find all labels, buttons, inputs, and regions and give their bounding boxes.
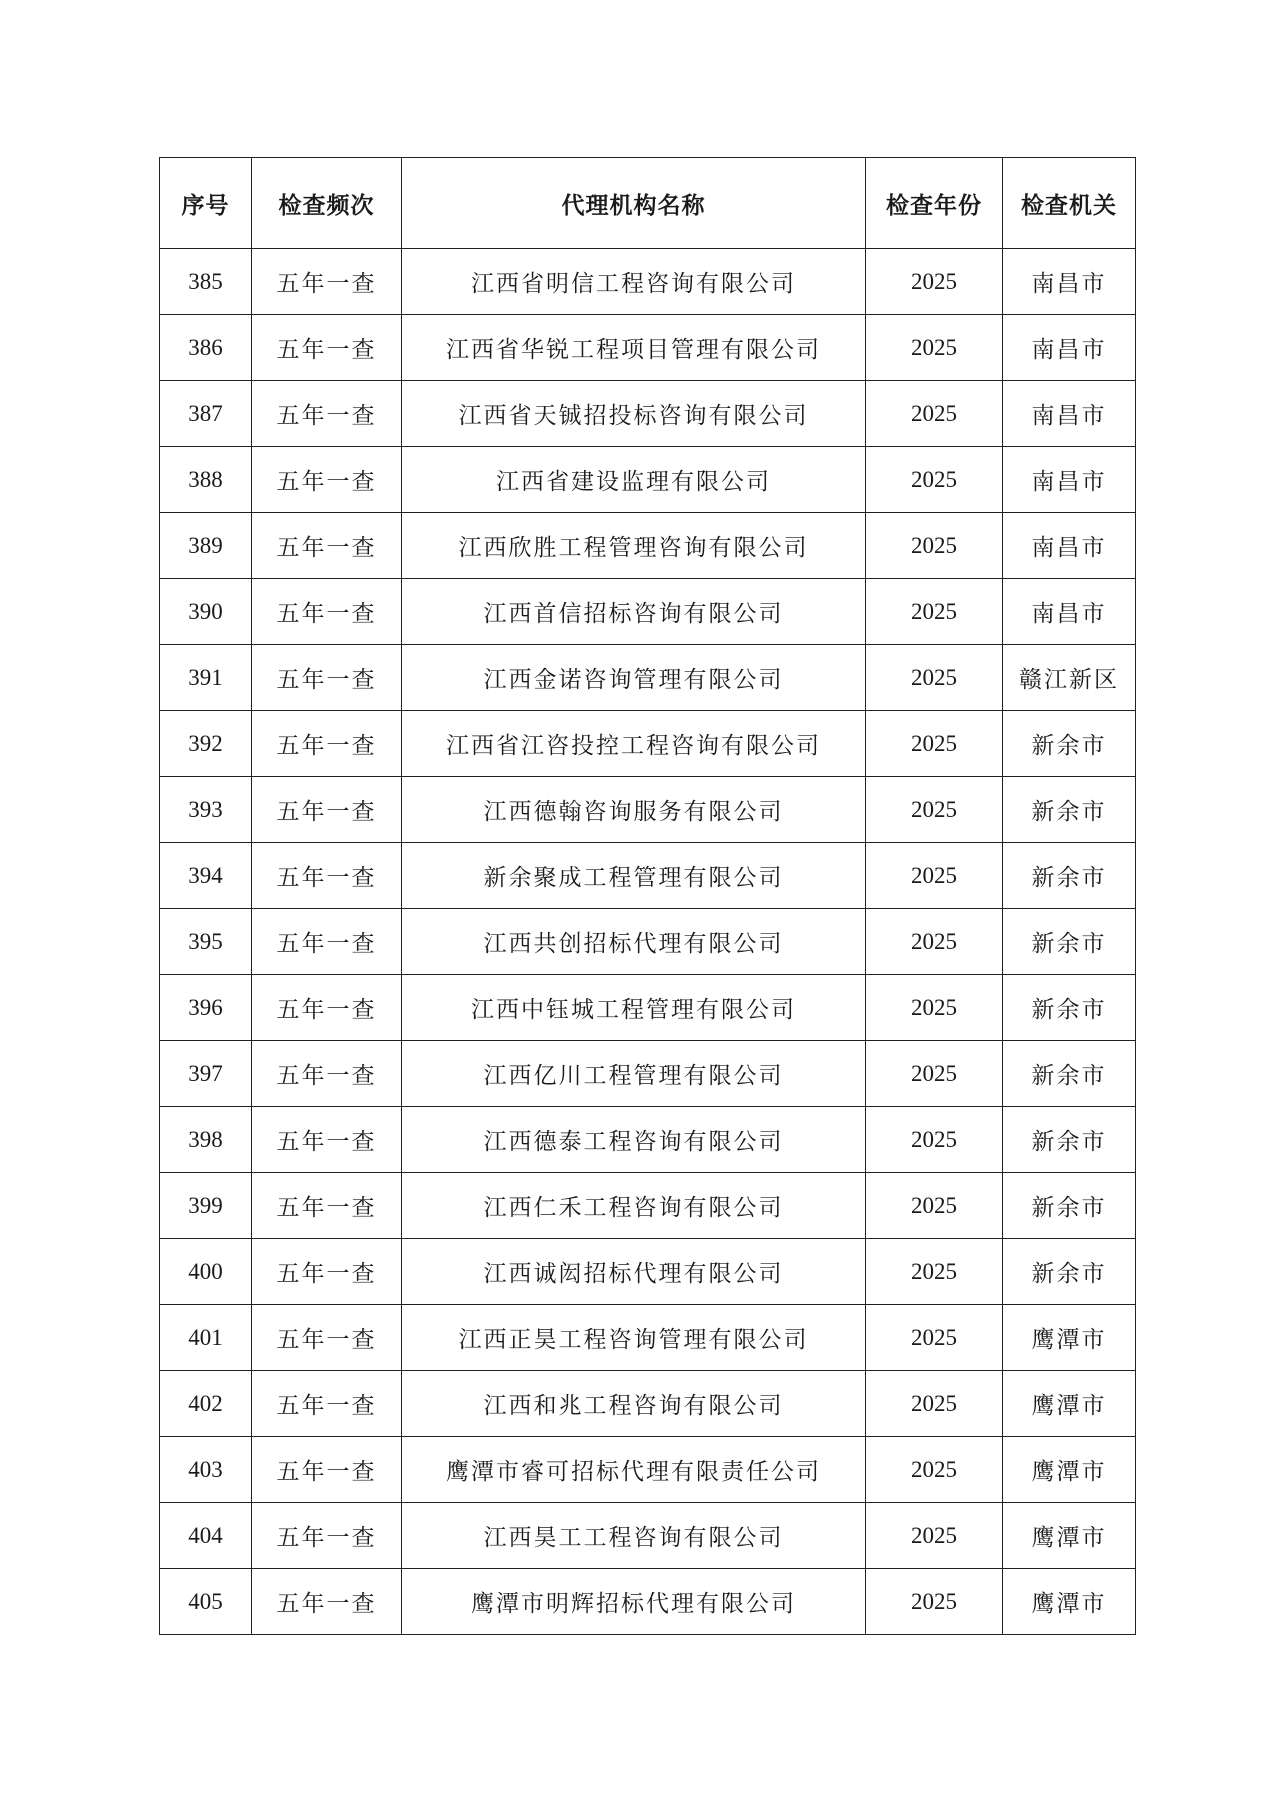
- cell-inspection-year: 2025: [866, 1173, 1003, 1239]
- cell-serial-number: 385: [160, 249, 252, 315]
- cell-inspection-authority: 新余市: [1003, 909, 1136, 975]
- cell-serial-number: 393: [160, 777, 252, 843]
- cell-inspection-frequency: 五年一查: [252, 579, 402, 645]
- cell-inspection-frequency: 五年一查: [252, 645, 402, 711]
- cell-inspection-year: 2025: [866, 1437, 1003, 1503]
- table-row: [160, 513, 1136, 579]
- cell-inspection-authority: 新余市: [1003, 1173, 1136, 1239]
- cell-inspection-frequency: 五年一查: [252, 1239, 402, 1305]
- header-inspection-authority: 检查机关: [1003, 158, 1136, 249]
- cell-agency-name: 江西首信招标咨询有限公司: [402, 579, 866, 645]
- cell-inspection-authority: 新余市: [1003, 1107, 1136, 1173]
- header-serial-number: 序号: [160, 158, 252, 249]
- cell-inspection-frequency: 五年一查: [252, 1503, 402, 1569]
- inspection-table: [159, 157, 1136, 1635]
- cell-inspection-authority: 鹰潭市: [1003, 1371, 1136, 1437]
- cell-agency-name: 江西共创招标代理有限公司: [402, 909, 866, 975]
- table-row: [160, 1107, 1136, 1173]
- cell-agency-name: 江西昊工工程咨询有限公司: [402, 1503, 866, 1569]
- cell-inspection-year: 2025: [866, 909, 1003, 975]
- cell-inspection-authority: 南昌市: [1003, 447, 1136, 513]
- cell-inspection-frequency: 五年一查: [252, 1041, 402, 1107]
- cell-inspection-authority: 南昌市: [1003, 381, 1136, 447]
- cell-agency-name: 江西德泰工程咨询有限公司: [402, 1107, 866, 1173]
- cell-inspection-year: 2025: [866, 843, 1003, 909]
- cell-agency-name: 江西和兆工程咨询有限公司: [402, 1371, 866, 1437]
- cell-agency-name: 鹰潭市睿可招标代理有限责任公司: [402, 1437, 866, 1503]
- cell-inspection-frequency: 五年一查: [252, 975, 402, 1041]
- cell-inspection-year: 2025: [866, 513, 1003, 579]
- cell-serial-number: 391: [160, 645, 252, 711]
- cell-inspection-year: 2025: [866, 777, 1003, 843]
- table-row: [160, 1371, 1136, 1437]
- cell-agency-name: 新余聚成工程管理有限公司: [402, 843, 866, 909]
- cell-serial-number: 398: [160, 1107, 252, 1173]
- cell-agency-name: 江西诚闳招标代理有限公司: [402, 1239, 866, 1305]
- cell-serial-number: 400: [160, 1239, 252, 1305]
- cell-serial-number: 404: [160, 1503, 252, 1569]
- cell-inspection-frequency: 五年一查: [252, 777, 402, 843]
- table-row: [160, 1173, 1136, 1239]
- cell-agency-name: 江西正昊工程咨询管理有限公司: [402, 1305, 866, 1371]
- cell-inspection-frequency: 五年一查: [252, 909, 402, 975]
- cell-inspection-frequency: 五年一查: [252, 381, 402, 447]
- cell-inspection-year: 2025: [866, 1305, 1003, 1371]
- cell-inspection-authority: 鹰潭市: [1003, 1569, 1136, 1635]
- cell-inspection-frequency: 五年一查: [252, 1107, 402, 1173]
- table-row: [160, 1239, 1136, 1305]
- cell-serial-number: 397: [160, 1041, 252, 1107]
- cell-inspection-frequency: 五年一查: [252, 315, 402, 381]
- cell-inspection-authority: 新余市: [1003, 843, 1136, 909]
- header-inspection-frequency: 检查频次: [252, 158, 402, 249]
- cell-inspection-authority: 新余市: [1003, 1041, 1136, 1107]
- cell-inspection-frequency: 五年一查: [252, 1305, 402, 1371]
- cell-serial-number: 399: [160, 1173, 252, 1239]
- table-row: [160, 1503, 1136, 1569]
- cell-agency-name: 江西省天铖招投标咨询有限公司: [402, 381, 866, 447]
- cell-inspection-year: 2025: [866, 1239, 1003, 1305]
- table-row: [160, 711, 1136, 777]
- cell-agency-name: 江西德翰咨询服务有限公司: [402, 777, 866, 843]
- table-row: [160, 645, 1136, 711]
- table-row: [160, 447, 1136, 513]
- cell-inspection-year: 2025: [866, 975, 1003, 1041]
- table-row: [160, 777, 1136, 843]
- cell-inspection-year: 2025: [866, 1503, 1003, 1569]
- cell-inspection-year: 2025: [866, 447, 1003, 513]
- cell-serial-number: 401: [160, 1305, 252, 1371]
- cell-inspection-year: 2025: [866, 579, 1003, 645]
- cell-inspection-year: 2025: [866, 315, 1003, 381]
- cell-serial-number: 386: [160, 315, 252, 381]
- table-row: [160, 1305, 1136, 1371]
- table-row: [160, 843, 1136, 909]
- cell-inspection-authority: 新余市: [1003, 1239, 1136, 1305]
- table-row: [160, 1437, 1136, 1503]
- cell-agency-name: 江西省华锐工程项目管理有限公司: [402, 315, 866, 381]
- table-row: [160, 381, 1136, 447]
- cell-inspection-year: 2025: [866, 645, 1003, 711]
- cell-inspection-frequency: 五年一查: [252, 843, 402, 909]
- cell-agency-name: 江西省明信工程咨询有限公司: [402, 249, 866, 315]
- cell-inspection-authority: 南昌市: [1003, 579, 1136, 645]
- cell-serial-number: 403: [160, 1437, 252, 1503]
- cell-inspection-year: 2025: [866, 1041, 1003, 1107]
- cell-serial-number: 389: [160, 513, 252, 579]
- table-row: [160, 579, 1136, 645]
- cell-serial-number: 402: [160, 1371, 252, 1437]
- table-row: [160, 249, 1136, 315]
- header-agency-name: 代理机构名称: [402, 158, 866, 249]
- cell-agency-name: 鹰潭市明辉招标代理有限公司: [402, 1569, 866, 1635]
- cell-inspection-authority: 鹰潭市: [1003, 1437, 1136, 1503]
- cell-inspection-authority: 新余市: [1003, 711, 1136, 777]
- cell-serial-number: 395: [160, 909, 252, 975]
- cell-serial-number: 405: [160, 1569, 252, 1635]
- cell-agency-name: 江西省江咨投控工程咨询有限公司: [402, 711, 866, 777]
- cell-serial-number: 390: [160, 579, 252, 645]
- cell-inspection-year: 2025: [866, 1107, 1003, 1173]
- table-row: [160, 315, 1136, 381]
- cell-inspection-frequency: 五年一查: [252, 1371, 402, 1437]
- cell-inspection-frequency: 五年一查: [252, 1569, 402, 1635]
- cell-inspection-authority: 南昌市: [1003, 513, 1136, 579]
- cell-agency-name: 江西省建设监理有限公司: [402, 447, 866, 513]
- cell-inspection-frequency: 五年一查: [252, 1173, 402, 1239]
- cell-serial-number: 387: [160, 381, 252, 447]
- cell-inspection-authority: 南昌市: [1003, 315, 1136, 381]
- cell-agency-name: 江西仁禾工程咨询有限公司: [402, 1173, 866, 1239]
- cell-inspection-frequency: 五年一查: [252, 447, 402, 513]
- cell-inspection-authority: 新余市: [1003, 975, 1136, 1041]
- cell-inspection-year: 2025: [866, 711, 1003, 777]
- cell-inspection-authority: 新余市: [1003, 777, 1136, 843]
- table-header-row: [160, 158, 1136, 249]
- cell-serial-number: 392: [160, 711, 252, 777]
- table-row: [160, 909, 1136, 975]
- cell-inspection-frequency: 五年一查: [252, 711, 402, 777]
- cell-inspection-year: 2025: [866, 1569, 1003, 1635]
- cell-inspection-authority: 赣江新区: [1003, 645, 1136, 711]
- table-row: [160, 1041, 1136, 1107]
- cell-agency-name: 江西欣胜工程管理咨询有限公司: [402, 513, 866, 579]
- table-row: [160, 1569, 1136, 1635]
- cell-agency-name: 江西金诺咨询管理有限公司: [402, 645, 866, 711]
- cell-serial-number: 388: [160, 447, 252, 513]
- cell-inspection-frequency: 五年一查: [252, 249, 402, 315]
- cell-inspection-frequency: 五年一查: [252, 1437, 402, 1503]
- table-body: [160, 249, 1136, 1635]
- cell-inspection-year: 2025: [866, 381, 1003, 447]
- cell-inspection-year: 2025: [866, 249, 1003, 315]
- cell-serial-number: 396: [160, 975, 252, 1041]
- table-row: [160, 975, 1136, 1041]
- cell-serial-number: 394: [160, 843, 252, 909]
- cell-inspection-frequency: 五年一查: [252, 513, 402, 579]
- cell-inspection-authority: 南昌市: [1003, 249, 1136, 315]
- cell-agency-name: 江西亿川工程管理有限公司: [402, 1041, 866, 1107]
- cell-agency-name: 江西中钰城工程管理有限公司: [402, 975, 866, 1041]
- cell-inspection-authority: 鹰潭市: [1003, 1305, 1136, 1371]
- cell-inspection-year: 2025: [866, 1371, 1003, 1437]
- cell-inspection-authority: 鹰潭市: [1003, 1503, 1136, 1569]
- header-inspection-year: 检查年份: [866, 158, 1003, 249]
